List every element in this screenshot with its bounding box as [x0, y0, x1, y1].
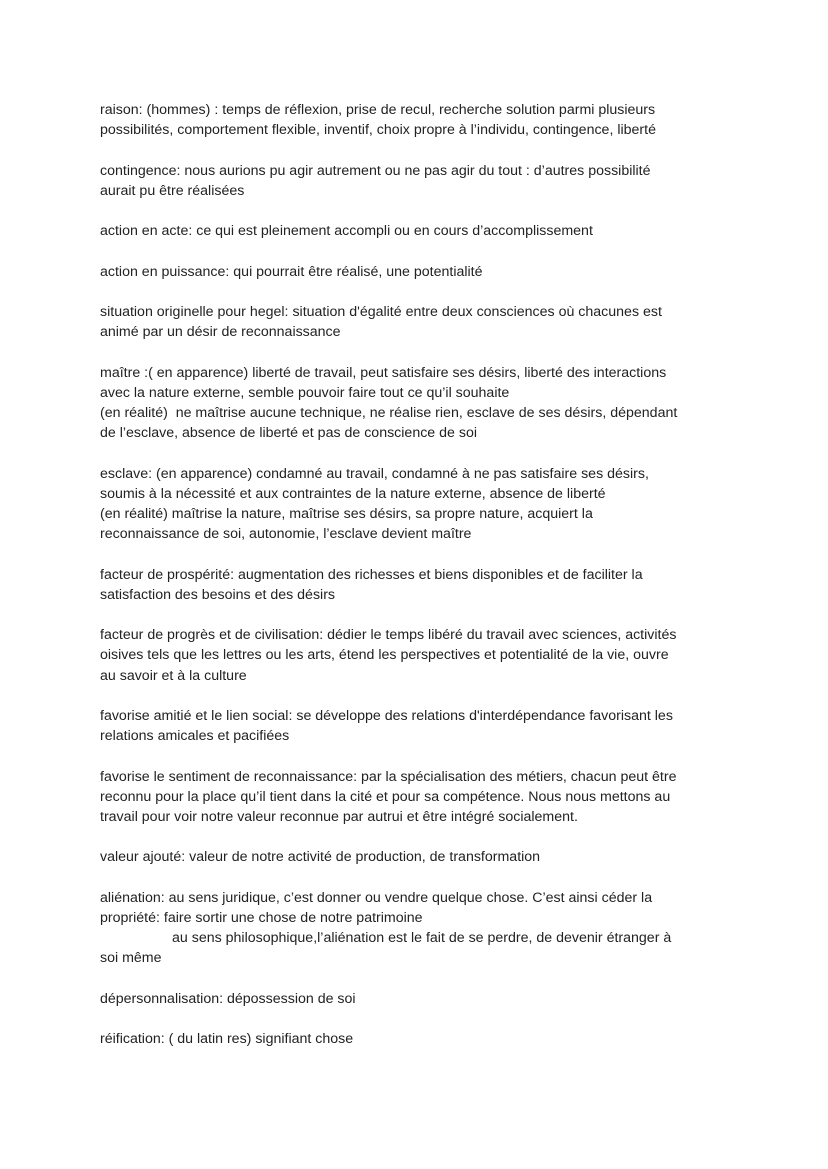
- text-line: reconnaissance de soi, autonomie, l’esclave devient maître: [100, 526, 472, 543]
- text-line: action en puissance: qui pourrait être réalisé, une potentialité: [100, 263, 483, 280]
- text-line: animé par un désir de reconnaissance: [100, 324, 341, 341]
- definition-depersonnalisation: [100, 989, 740, 1009]
- text-line: valeur ajouté: valeur de notre activité de production, de transformation: [100, 849, 541, 866]
- text-line: de l’esclave, absence de liberté et pas de conscience de soi: [100, 425, 477, 442]
- text-line: soumis à la nécessité et aux contraintes de la nature externe, absence de liberté: [100, 485, 606, 502]
- text-line: favorise le sentiment de reconnaissance: par la spécialisation des métiers, chacun peut être: [100, 768, 677, 785]
- text-line: esclave: (en apparence) condamné au travail, condamné à ne pas satisfaire ses désirs,: [100, 465, 649, 482]
- text-line: facteur de progrès et de civilisation: dédier le temps libéré du travail avec sciences, activités: [100, 627, 677, 644]
- text-line: raison: (hommes) : temps de réflexion, prise de recul, recherche solution parmi plusieurs: [100, 102, 656, 118]
- text-line: propriété: faire sortir une chose de notre patrimoine: [100, 909, 423, 926]
- text-line: oisives tels que les lettres ou les arts, étend les perspectives et potentialité de la vie, ouvre: [100, 647, 669, 664]
- text-line: (en réalité) maîtrise la nature, maîtrise ses désirs, sa propre nature, acquiert la: [100, 505, 593, 522]
- definition-raison: [100, 100, 740, 140]
- text-line: relations amicales et pacifiées: [100, 728, 290, 745]
- text-line: avec la nature externe, semble pouvoir faire tout ce qu’il souhaite: [100, 384, 510, 401]
- text-line: soi même: [100, 950, 162, 967]
- definition-reification: [100, 1029, 740, 1049]
- text-line: au sens philosophique,l’aliénation est le fait de se perdre, de devenir étranger à: [172, 930, 672, 947]
- text-line: travail pour voir notre valeur reconnue par autrui et être intégré socialement.: [100, 808, 578, 825]
- definition-esclave: [100, 464, 740, 545]
- definition-facteur-prosperite: [100, 565, 740, 605]
- definition-valeur-ajoutee: [100, 847, 740, 867]
- text-line: au savoir et à la culture: [100, 667, 247, 684]
- text-line: réification: ( du latin res) signifiant chose: [100, 1031, 354, 1048]
- text-line: dépersonnalisation: dépossession de soi: [100, 990, 356, 1007]
- text-line: aurait pu être réalisées: [100, 182, 245, 199]
- definition-situation-originelle: [100, 302, 740, 342]
- definition-facteur-progres: [100, 625, 740, 686]
- definition-amitie-lien-social: [100, 706, 740, 746]
- text-line: action en acte: ce qui est pleinement accompli ou en cours d’accomplissement: [100, 223, 593, 240]
- text-line: facteur de prospérité: augmentation des richesses et biens disponibles et de faciliter la: [100, 566, 643, 583]
- text-line: aliénation: au sens juridique, c’est donner ou vendre quelque chose. C’est ainsi céder la: [100, 889, 653, 906]
- text-line: contingence: nous aurions pu agir autrement ou ne pas agir du tout : d’autres possibilité: [100, 162, 651, 179]
- text-line: satisfaction des besoins et des désirs: [100, 586, 336, 603]
- text-line: (en réalité) ne maîtrise aucune technique, ne réalise rien, esclave de ses désirs, dépendant: [100, 404, 678, 421]
- text-line: situation originelle pour hegel: situation d'égalité entre deux consciences où chacunes est: [100, 303, 662, 320]
- text-line: possibilités, comportement flexible, inventif, choix propre à l’individu, contingence, liberté: [100, 122, 656, 139]
- definition-reconnaissance: [100, 767, 740, 828]
- definition-action-en-acte: [100, 221, 740, 241]
- definition-alienation: [100, 888, 740, 969]
- definition-maitre: [100, 363, 740, 444]
- text-line: favorise amitié et le lien social: se développe des relations d'interdépendance favorisant les: [100, 707, 673, 724]
- definition-action-en-puissance: [100, 262, 740, 282]
- definition-contingence: [100, 161, 740, 201]
- document-body: [100, 100, 740, 1070]
- text-line: maître :( en apparence) liberté de travail, peut satisfaire ses désirs, liberté des interactions: [100, 364, 667, 381]
- text-line: reconnu pour la place qu’il tient dans la cité et pour sa compétence. Nous nous mettons au: [100, 788, 671, 805]
